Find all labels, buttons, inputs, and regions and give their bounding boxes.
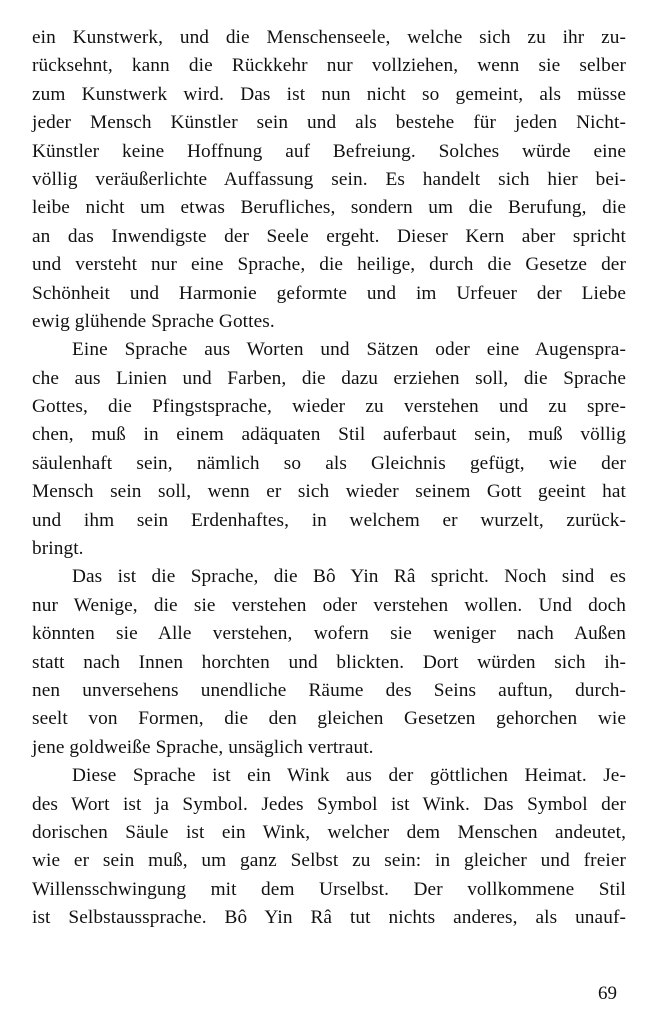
text-line: völlig veräußerlichte Auffassung sein. Es handelt sich hier bei- (32, 168, 626, 190)
text-line: statt nach Innen horchten und blickten. Dort würden sich ih- (32, 651, 626, 673)
paragraph-4 (32, 762, 626, 932)
text-line: nen unversehens unendliche Räume des Seins auftun, durch- (32, 679, 626, 701)
text-line: Willensschwingung mit dem Urselbst. Der vollkommene Stil (32, 878, 626, 900)
text-line: Eine Sprache aus Worten und Sätzen oder eine Augenspra- (72, 339, 626, 361)
text-line: dorischen Säule ist ein Wink, welcher dem Menschen andeutet, (32, 821, 626, 843)
text-line: jene goldweiße Sprache, unsäglich vertraut. (32, 736, 374, 758)
text-line: zum Kunstwerk wird. Das ist nun nicht so gemeint, als müsse (32, 83, 626, 105)
text-line: Gottes, die Pfingstsprache, wieder zu verstehen und zu spre- (32, 396, 626, 418)
page-number: 69 (598, 983, 617, 1004)
text-line: ein Kunstwerk, und die Menschenseele, welche sich zu ihr zu- (32, 27, 626, 48)
text-line: nur Wenige, die sie verstehen oder verstehen wollen. Und doch (32, 594, 626, 616)
text-line: chen, muß in einem adäquaten Stil auferbaut sein, muß völlig (32, 424, 626, 446)
text-line: und versteht nur eine Sprache, die heilige, durch die Gesetze der (32, 254, 626, 276)
text-line: wie er sein muß, um ganz Selbst zu sein: in gleicher und freier (32, 850, 626, 872)
paragraph-3 (32, 563, 626, 762)
text-line: an das Inwendigste der Seele ergeht. Dieser Kern aber spricht (32, 225, 626, 247)
text-line: che aus Linien und Farben, die dazu erziehen soll, die Sprache (32, 367, 626, 389)
text-line: Schönheit und Harmonie geformte und im Urfeuer der Liebe (32, 282, 626, 304)
text-line: Diese Sprache ist ein Wink aus der göttlichen Heimat. Je- (72, 765, 626, 787)
text-line: ewig glühende Sprache Gottes. (32, 310, 275, 332)
text-line: Künstler keine Hoffnung auf Befreiung. Solches würde eine (32, 140, 626, 162)
body-text (32, 24, 626, 933)
text-line: des Wort ist ja Symbol. Jedes Symbol ist Wink. Das Symbol der (32, 793, 626, 815)
text-line: säulenhaft sein, nämlich so als Gleichnis gefügt, wie der (32, 452, 626, 474)
text-line: Mensch sein soll, wenn er sich wieder seinem Gott geeint hat (32, 481, 626, 503)
paragraph-1 (32, 24, 626, 336)
text-line: Das ist die Sprache, die Bô Yin Râ spricht. Noch sind es (72, 566, 626, 588)
text-line: und ihm sein Erdenhaftes, in welchem er wurzelt, zurück- (32, 509, 626, 531)
text-line: könnten sie Alle verstehen, wofern sie weniger nach Außen (32, 623, 626, 645)
text-line: leibe nicht um etwas Berufliches, sondern um die Berufung, die (32, 197, 626, 219)
text-line: ist Selbstaussprache. Bô Yin Râ tut nichts anderes, als unauf- (32, 907, 626, 929)
text-line: seelt von Formen, die den gleichen Gesetzen gehorchen wie (32, 708, 626, 730)
paragraph-2 (32, 336, 626, 563)
text-line: bringt. (32, 538, 84, 560)
text-line: rücksehnt, kann die Rückkehr nur vollziehen, wenn sie selber (32, 55, 626, 77)
text-line: jeder Mensch Künstler sein und als bestehe für jeden Nicht- (32, 112, 626, 134)
